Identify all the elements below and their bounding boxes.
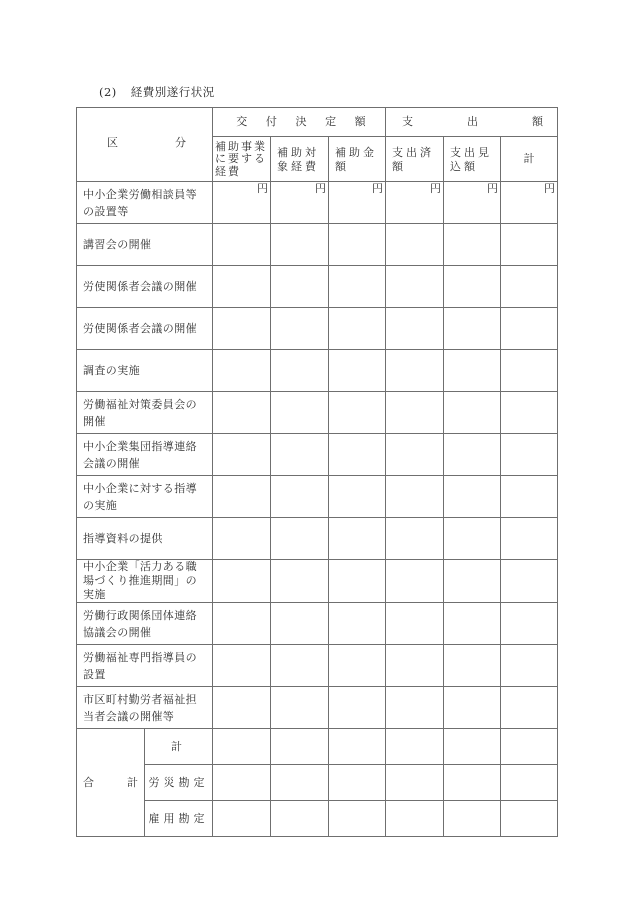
amount-cell[interactable] (213, 350, 271, 392)
amount-cell[interactable] (386, 224, 444, 266)
total-row-sum (77, 729, 558, 765)
amount-cell[interactable] (501, 687, 558, 729)
amount-cell[interactable] (271, 224, 329, 266)
row-label: 労働行政関係団体連絡協議会の開催 (77, 603, 213, 645)
amount-cell[interactable] (329, 392, 386, 434)
row-label: 指導資料の提供 (77, 518, 213, 560)
amount-cell[interactable]: 円 (329, 182, 386, 224)
total-row-koyou (77, 801, 558, 837)
amount-cell[interactable] (386, 560, 444, 603)
row-label: 労使関係者会議の開催 (77, 266, 213, 308)
amount-cell[interactable] (213, 729, 271, 765)
amount-cell[interactable] (213, 560, 271, 603)
amount-cell[interactable] (501, 603, 558, 645)
header-char: 出 (467, 115, 478, 128)
amount-cell[interactable] (501, 224, 558, 266)
amount-cell[interactable] (444, 476, 501, 518)
row-label: 労使関係者会議の開催 (77, 308, 213, 350)
table-row (77, 476, 558, 518)
amount-cell[interactable] (501, 476, 558, 518)
header-char: 付 (265, 115, 277, 128)
amount-cell[interactable] (213, 434, 271, 476)
table-row (77, 687, 558, 729)
grand-total-char: 合 (83, 775, 94, 789)
amount-cell[interactable] (271, 350, 329, 392)
amount-cell[interactable] (271, 392, 329, 434)
amount-cell[interactable] (213, 603, 271, 645)
total-sub-label: 労災勘定 (145, 765, 213, 801)
amount-cell[interactable] (444, 434, 501, 476)
amount-cell[interactable] (501, 266, 558, 308)
row-label: 労働福祉専門指導員の設置 (77, 645, 213, 687)
amount-cell[interactable] (271, 308, 329, 350)
amount-cell[interactable] (329, 729, 386, 765)
amount-cell[interactable] (386, 687, 444, 729)
kofu-kettei-gaku-header (213, 108, 386, 137)
amount-cell[interactable] (271, 603, 329, 645)
row-label: 市区町村勤労者福祉担当者会議の開催等 (77, 687, 213, 729)
amount-cell[interactable] (444, 687, 501, 729)
amount-cell[interactable] (271, 266, 329, 308)
total-row-rousai (77, 765, 558, 801)
amount-cell[interactable] (501, 308, 558, 350)
table-row (77, 392, 558, 434)
amount-cell[interactable] (501, 518, 558, 560)
amount-cell[interactable] (329, 645, 386, 687)
amount-cell[interactable]: 円 (213, 182, 271, 224)
table-row (77, 645, 558, 687)
amount-cell[interactable]: 円 (271, 182, 329, 224)
amount-cell[interactable] (444, 350, 501, 392)
grand-total-label (77, 729, 145, 837)
amount-cell[interactable] (444, 560, 501, 603)
amount-cell[interactable]: 円 (501, 182, 558, 224)
amount-cell[interactable] (501, 765, 558, 801)
amount-cell[interactable] (501, 434, 558, 476)
amount-cell[interactable] (213, 518, 271, 560)
amount-cell[interactable] (271, 687, 329, 729)
amount-cell[interactable] (329, 308, 386, 350)
amount-cell[interactable] (386, 518, 444, 560)
row-label: 中小企業「活力ある職場づくり推進期間」の実施 (77, 560, 213, 603)
table-row (77, 224, 558, 266)
table-row (77, 603, 558, 645)
category-header-char: 分 (175, 135, 186, 149)
amount-cell[interactable] (329, 266, 386, 308)
expense-table (76, 107, 558, 837)
amount-cell[interactable]: 円 (386, 182, 444, 224)
total-sub-label: 計 (145, 729, 213, 765)
subheader-shishutsu-zumi-gaku: 支出済額 (386, 137, 444, 182)
row-label: 調査の実施 (77, 350, 213, 392)
total-sub-label: 雇用勘定 (145, 801, 213, 837)
amount-cell[interactable] (386, 476, 444, 518)
amount-cell[interactable] (386, 350, 444, 392)
amount-cell[interactable] (444, 308, 501, 350)
table-row (77, 182, 558, 224)
amount-cell[interactable] (444, 729, 501, 765)
header-char: 支 (402, 115, 413, 128)
section-number: (2) (99, 85, 117, 99)
amount-cell[interactable] (501, 392, 558, 434)
subheader-hojo-jigyo-keihi: 補助事業に要する経費 (213, 137, 271, 182)
amount-cell[interactable] (386, 729, 444, 765)
amount-cell[interactable] (386, 308, 444, 350)
subheader-shishutsu-mikomi-gaku: 支出見込額 (444, 137, 501, 182)
amount-cell[interactable] (501, 729, 558, 765)
amount-cell[interactable] (271, 434, 329, 476)
amount-cell[interactable] (271, 560, 329, 603)
amount-cell[interactable] (444, 518, 501, 560)
amount-cell[interactable] (329, 224, 386, 266)
table-row (77, 266, 558, 308)
amount-cell[interactable] (501, 645, 558, 687)
amount-cell[interactable] (271, 518, 329, 560)
amount-cell[interactable] (329, 765, 386, 801)
row-label: 講習会の開催 (77, 224, 213, 266)
amount-cell[interactable] (386, 392, 444, 434)
amount-cell[interactable] (213, 687, 271, 729)
table-row (77, 518, 558, 560)
shishutsu-gaku-header (386, 108, 558, 137)
subheader-hojo-kingaku: 補助金額 (329, 137, 386, 182)
amount-cell[interactable] (213, 266, 271, 308)
row-label: 中小企業労働相談員等の設置等 (77, 182, 213, 224)
amount-cell[interactable] (213, 392, 271, 434)
amount-cell[interactable] (386, 603, 444, 645)
amount-cell[interactable] (271, 645, 329, 687)
amount-cell[interactable] (444, 224, 501, 266)
header-char: 額 (354, 115, 366, 128)
header-char: 決 (295, 115, 307, 128)
category-header-char: 区 (107, 135, 118, 149)
table-row (77, 434, 558, 476)
amount-cell[interactable] (271, 476, 329, 518)
amount-cell[interactable] (213, 645, 271, 687)
amount-cell[interactable] (444, 603, 501, 645)
table-row (77, 350, 558, 392)
row-label: 中小企業集団指導連絡会議の開催 (77, 434, 213, 476)
amount-cell[interactable] (271, 765, 329, 801)
amount-cell[interactable] (213, 308, 271, 350)
amount-cell[interactable] (444, 645, 501, 687)
amount-cell[interactable] (329, 350, 386, 392)
amount-cell[interactable] (329, 603, 386, 645)
grand-total-char: 計 (127, 775, 138, 789)
amount-cell[interactable] (213, 765, 271, 801)
amount-cell[interactable] (213, 224, 271, 266)
amount-cell[interactable] (329, 560, 386, 603)
amount-cell[interactable] (501, 350, 558, 392)
amount-cell[interactable] (329, 476, 386, 518)
amount-cell[interactable] (329, 518, 386, 560)
table-row (77, 560, 558, 603)
amount-cell[interactable] (501, 560, 558, 603)
amount-cell[interactable] (386, 266, 444, 308)
amount-cell[interactable] (444, 392, 501, 434)
category-header (77, 108, 213, 182)
section-title (99, 84, 215, 100)
amount-cell[interactable] (386, 765, 444, 801)
amount-cell[interactable] (213, 801, 271, 837)
subheader-total: 計 (501, 137, 558, 182)
subheader-hojo-taisho-keihi: 補助対象経費 (271, 137, 329, 182)
section-title-text: 経費別遂行状況 (130, 85, 215, 99)
header-char: 定 (325, 115, 337, 128)
amount-cell[interactable] (329, 434, 386, 476)
row-label: 中小企業に対する指導の実施 (77, 476, 213, 518)
amount-cell[interactable] (444, 266, 501, 308)
amount-cell[interactable] (329, 687, 386, 729)
row-label: 労働福祉対策委員会の開催 (77, 392, 213, 434)
amount-cell[interactable] (386, 801, 444, 837)
header-char: 額 (532, 115, 543, 128)
amount-cell[interactable] (444, 801, 501, 837)
amount-cell[interactable] (386, 434, 444, 476)
amount-cell[interactable] (386, 645, 444, 687)
amount-cell[interactable] (501, 801, 558, 837)
amount-cell[interactable] (271, 729, 329, 765)
table-row (77, 308, 558, 350)
amount-cell[interactable] (329, 801, 386, 837)
header-char: 交 (236, 115, 248, 128)
amount-cell[interactable] (444, 765, 501, 801)
amount-cell[interactable]: 円 (444, 182, 501, 224)
amount-cell[interactable] (213, 476, 271, 518)
amount-cell[interactable] (271, 801, 329, 837)
